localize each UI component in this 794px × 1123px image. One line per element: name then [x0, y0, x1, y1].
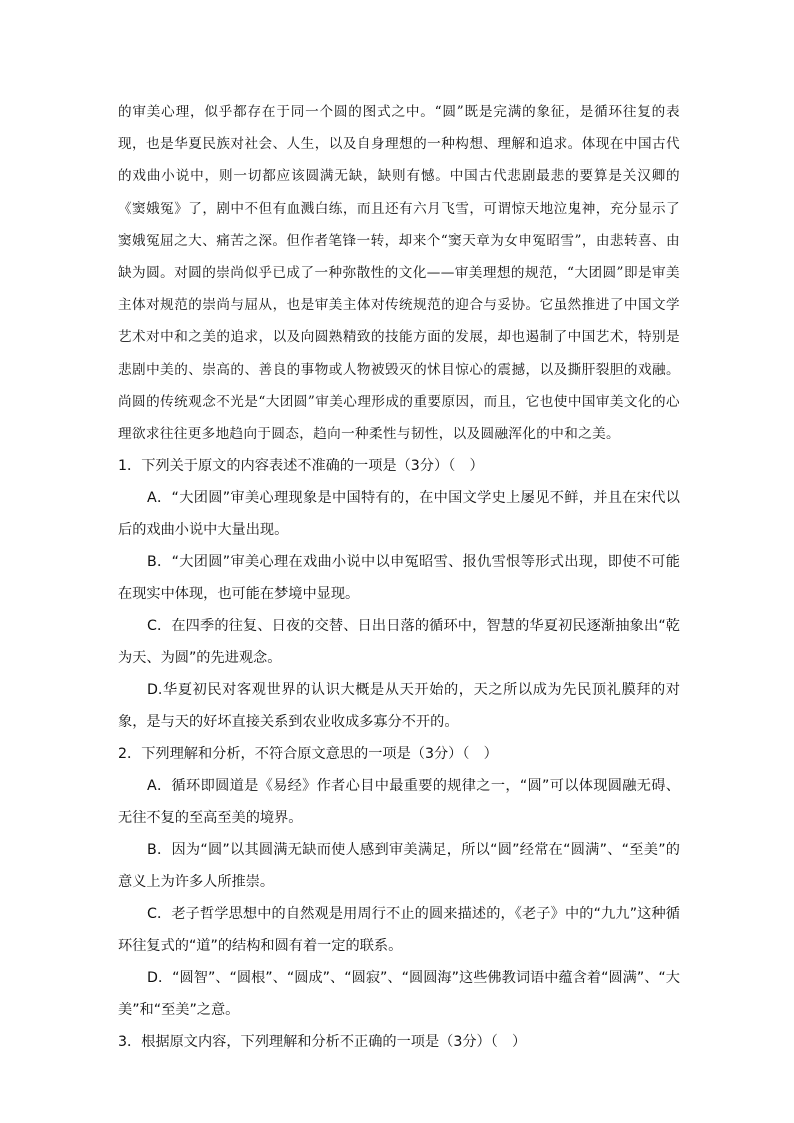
passage-text: 的审美心理，似乎都存在于同一个圆的图式之中。“圆”既是完满的象征，是循环往复的表现，也是华夏民族对社会、人生，以及自身理想的一种构想、理解和追求。体现在中国古代的戏曲小说中，则一切都应该圆满无缺，缺则有憾。中国古代悲剧最悲的要算是关汉卿的《窦娥冤》了，剧中不但有血溅白练，而且还有六月飞雪，可谓惊天地泣鬼神，充分显示了窦娥冤屈之大、痛苦之深。但作者笔锋一转，却来个“窦天章为女申冤昭雪”，由悲转喜、由缺为圆。对圆的崇尚似乎已成了一种弥散性的文化——审美理想的规范，“大团圆”即是审美主体对规范的崇尚与屈从，也是审美主体对传统规范的迎合与妥协。它虽然推进了中国文学艺术对中和之美的追求，以及向圆熟精致的技能方面的发展，却也遏制了中国艺术，特别是悲剧中美的、崇高的、善良的事物或人物被毁灭的怵目惊心的震撼，以及撕肝裂胆的戏融。尚圆的传统观念不光是“大团圆”审美心理形成的重要原因，而且，它也使中国审美文化的心理欲求往往更多地趋向于圆态，趋向一种柔性与韧性，以及圆融浑化的中和之美。	[118, 104, 680, 443]
question-3-title: 3．根据原文内容，下列理解和分析不正确的一项是（3分）（ ）	[118, 1034, 527, 1051]
question-1-option-a: A．“大团圆”审美心理现象是中国特有的，在中国文学史上屡见不鲜，并且在宋代以后的戏曲小说中大量出现。	[118, 490, 680, 539]
question-1-title: 1．下列关于原文的内容表述不准确的一项是（3分）（ ）	[118, 458, 484, 475]
question-2-option-a: A．循环即圆道是《易经》作者心目中最重要的规律之一，“圆”可以体现圆融无碍、无往不复的至高至美的境界。	[118, 778, 680, 827]
question-2-option-d: D．“圆智”、“圆根”、“圆成”、“圆寂”、“圆圆海”这些佛教词语中蕴含着“圆满”、“大美”和“至美”之意。	[118, 970, 680, 1019]
document-page	[118, 96, 680, 1058]
question-1-option-c: C．在四季的往复、日夜的交替、日出日落的循环中，智慧的华夏初民逐渐抽象出“乾为天、为圆”的先进观念。	[118, 618, 680, 667]
question-1-option-d: D.华夏初民对客观世界的认识大概是从天开始的，天之所以成为先民顶礼膜拜的对象，是与天的好坏直接关系到农业收成多寡分不开的。	[118, 682, 680, 731]
question-1-option-b: B．“大团圆”审美心理在戏曲小说中以申冤昭雪、报仇雪恨等形式出现，即使不可能在现实中体现，也可能在梦境中显现。	[118, 554, 680, 603]
question-2-option-b: B．因为“圆”以其圆满无缺而使人感到审美满足，所以“圆”经常在“圆满”、“至美”的意义上为许多人所推崇。	[118, 842, 680, 891]
question-2-option-c: C．老子哲学思想中的自然观是用周行不止的圆来描述的，《老子》中的“九九”这种循环往复式的“道”的结构和圆有着一定的联系。	[118, 906, 680, 955]
question-2-title: 2．下列理解和分析，不符合原文意思的一项是（3分）（ ）	[118, 746, 498, 763]
